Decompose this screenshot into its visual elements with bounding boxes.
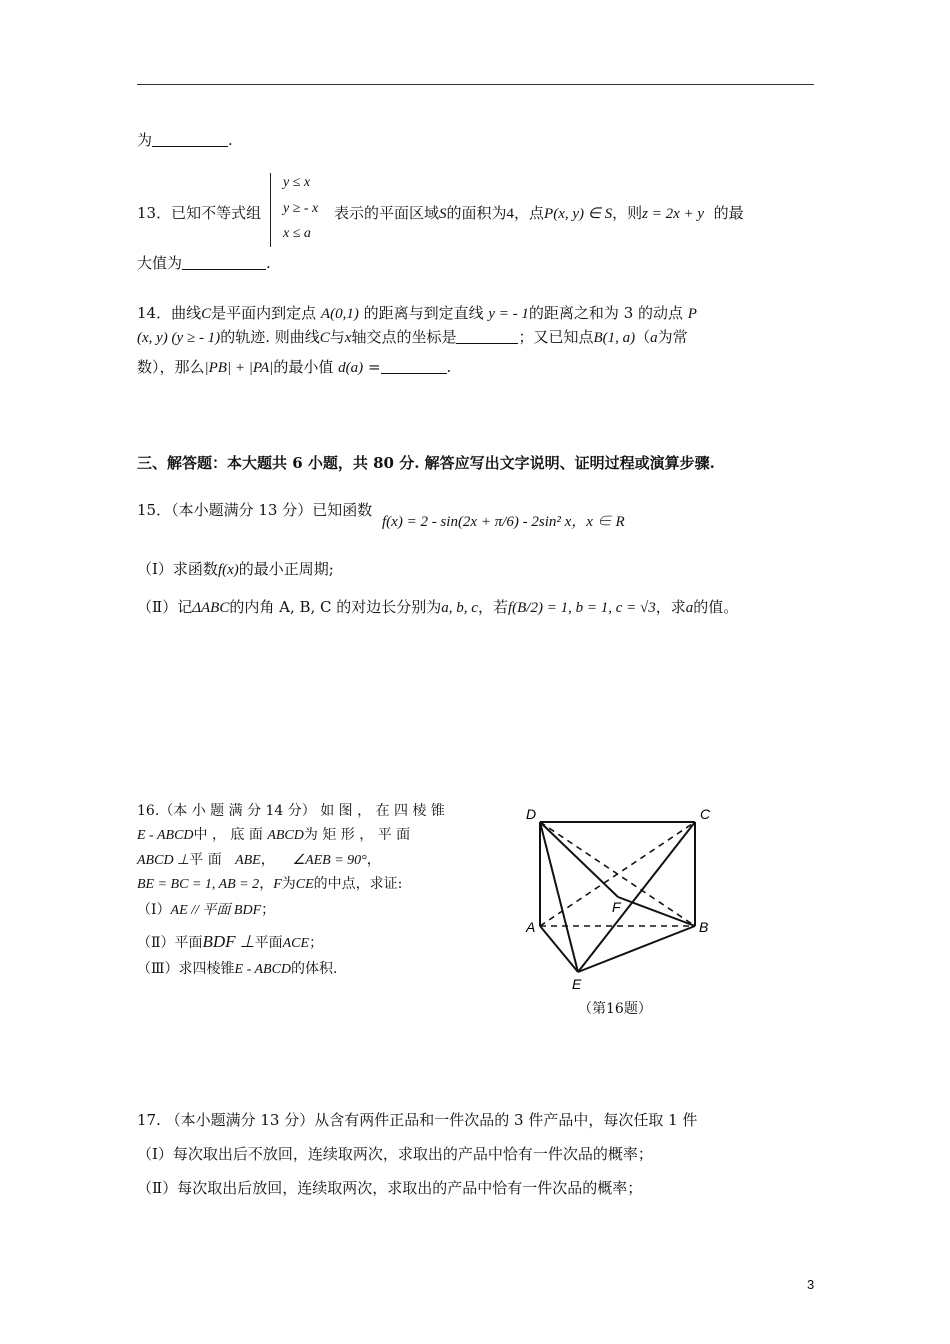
q14-xy: (x, y) (y ≥ - 1): [137, 330, 221, 346]
q16-text: （Ⅰ）: [137, 902, 171, 918]
q17-part2: （Ⅱ）每次取出后放回，连续取两次，求取出的产品中恰有一件次品的概率；: [137, 1179, 643, 1197]
q15-a: a: [685, 600, 694, 616]
q16-perp: ABCD ⊥: [137, 853, 190, 868]
q15-text: （Ⅱ）记: [137, 598, 193, 616]
ineq-1: y ≤ x: [283, 175, 311, 190]
q16-lengths: BE = BC = 1, AB = 2: [137, 877, 260, 892]
q16-text: ；: [261, 902, 276, 918]
q16-text: （Ⅲ）求四棱锥: [137, 961, 235, 977]
q14-text: 数），那么: [137, 358, 205, 376]
q16-text: 的体积.: [291, 961, 338, 977]
q14-B: B(1, a): [593, 330, 636, 346]
q14-line2: [137, 326, 688, 347]
q16-line1: 16.（本 小 题 满 分 14 分） 如 图 ， 在 四 棱 锥: [137, 803, 445, 819]
q15-part1: [137, 558, 334, 579]
q14-text: =: [367, 358, 381, 376]
q15-text: ，求: [655, 598, 686, 616]
label-F: F: [612, 899, 621, 915]
q13-mid: 表示的平面区域: [334, 204, 440, 222]
q16-CE: CE: [295, 877, 314, 892]
q14-text: ；又已知点: [518, 328, 594, 346]
ineq-3: x ≤ a: [283, 226, 311, 241]
figure-caption: （第16题）: [578, 1001, 652, 1017]
q14-C2: C: [319, 330, 330, 346]
q16-part2: [137, 932, 323, 952]
q15-domain: ，x ∈ R: [571, 514, 625, 530]
q14-text: （: [635, 328, 651, 346]
q13-tail: 的最: [713, 204, 744, 222]
q14-text: 的最小值: [273, 358, 334, 376]
q15-part2: [137, 596, 738, 617]
q14-text: 的距离之和为 3 的动点: [528, 304, 684, 322]
q16-text: 为 矩 形 ， 平 面: [303, 827, 411, 843]
q15-abc: a, b, c: [441, 600, 478, 616]
q16-part1: [137, 899, 275, 919]
q15-function: [382, 510, 625, 531]
q12-tail: [137, 129, 233, 150]
q15-title: [137, 499, 372, 520]
q16-line2: [137, 824, 410, 844]
header-rule: [137, 84, 814, 85]
q13-line2: [137, 252, 271, 273]
q14-text: 轴交点的坐标是: [351, 328, 457, 346]
q16-line4: [137, 873, 402, 893]
q13-line2-text: 大值为: [137, 254, 183, 272]
q13-mid4: ，则: [612, 204, 643, 222]
q14-C: C: [201, 306, 212, 322]
label-D: D: [526, 806, 537, 822]
pyramid-figure: [520, 800, 720, 1000]
answer-blank[interactable]: [182, 255, 266, 270]
q15-text: 的内角 A, B, C 的对边长分别为: [229, 598, 442, 616]
q16-F: F: [273, 877, 282, 892]
q16-BDF: BDF ⊥: [202, 932, 255, 951]
q14-line: y = - 1: [488, 306, 529, 322]
q15-condition: f(B/2) = 1, b = 1, c = √3: [507, 600, 656, 616]
q14-line3: [137, 356, 451, 377]
q15-func: f(x) = 2 - sin(2x + π/6) - 2sin² x: [382, 514, 572, 530]
q15-text: 的最小正周期;: [238, 560, 334, 578]
q15-text: 的值。: [693, 598, 739, 616]
q16-text: （Ⅱ）平面: [137, 935, 203, 951]
q16-text: 平 面: [189, 852, 222, 868]
q14-A: A(0,1): [320, 306, 359, 322]
q12-tail-text: 为: [137, 131, 153, 149]
q14-P: P: [687, 306, 697, 322]
q16-EABCD: E - ABCD: [137, 828, 194, 843]
q15-triangle: ΔABC: [192, 600, 230, 616]
q15-text: （Ⅰ）求函数: [137, 560, 218, 578]
q13-S: S: [439, 206, 447, 222]
q14-text: 14．曲线: [137, 304, 202, 322]
q15-text: ，若: [477, 598, 508, 616]
q14-end: .: [446, 358, 452, 376]
q16-text: 中 ， 底 面: [193, 827, 263, 843]
inequality-system: [270, 173, 331, 247]
q16-ABE: ABE: [235, 853, 261, 868]
q17-title: 17. （本小题满分 13 分）从含有两件正品和一件次品的 3 件产品中，每次任取 1 件: [137, 1111, 698, 1129]
q16-ACE: ACE: [282, 936, 310, 951]
section-heading: 三、解答题：本大题共 6 小题，共 80 分. 解答应写出文字说明、证明过程或演算步骤.: [137, 454, 715, 472]
label-E: E: [572, 976, 582, 992]
q15-title-text: 15．（本小题满分 13 分）已知函数: [137, 501, 373, 519]
q16-text: 的中点，求证:: [313, 876, 403, 892]
q14-d: d(a): [338, 360, 364, 376]
q14-text: 为常: [657, 328, 688, 346]
q13-number: [137, 202, 261, 223]
page-number: 3: [807, 1277, 815, 1292]
q16-line3: [137, 849, 381, 869]
q12-tail-end: .: [228, 131, 233, 149]
q13-four: 4: [506, 206, 515, 222]
q13-num-text: 13．已知不等式组: [137, 204, 262, 222]
label-C: C: [700, 806, 711, 822]
q16-ABCD: ABCD: [267, 828, 304, 843]
q14-text: 的距离与到定直线: [363, 304, 484, 322]
ineq-2: y ≥ - x: [283, 201, 319, 216]
q16-EABCD: E - ABCD: [234, 962, 292, 977]
q17-part1: （Ⅰ）每次取出后不放回，连续取两次，求取出的产品中恰有一件次品的概率；: [137, 1145, 653, 1163]
q15-fx: f(x): [217, 562, 239, 578]
q16-text: ，: [260, 852, 275, 868]
q16-angle: ∠AEB = 90°: [292, 853, 367, 868]
edge-DF: [540, 822, 618, 897]
q14-a: a: [650, 330, 658, 346]
label-B: B: [699, 919, 709, 935]
answer-blank[interactable]: [456, 329, 518, 344]
label-A: A: [526, 919, 536, 935]
q13-line1: [334, 202, 744, 223]
edge-FB: [618, 897, 695, 926]
answer-blank[interactable]: [152, 132, 228, 147]
q14-text: 是平面内到定点: [211, 304, 317, 322]
q14-abs: |PB| + |PA|: [204, 360, 274, 376]
q16-text: ，: [366, 852, 381, 868]
q14-line1: [137, 302, 697, 323]
q14-x: x: [344, 330, 352, 346]
q16-part3: [137, 958, 337, 978]
q16-text: ，: [259, 876, 274, 892]
q13-mid2: 的面积为: [446, 204, 507, 222]
q13-mid3: ，点: [514, 204, 545, 222]
q14-text: 与: [329, 328, 345, 346]
q16-AE-parallel: AE // 平面 BDF: [170, 903, 262, 918]
answer-blank[interactable]: [381, 359, 447, 374]
q16-text: 为: [281, 876, 296, 892]
q13-end: .: [266, 254, 271, 272]
q14-text: 的轨迹. 则曲线: [220, 328, 320, 346]
q16-text: ；: [309, 935, 324, 951]
q13-z: z = 2x + y: [642, 206, 705, 222]
q13-point: P(x, y) ∈ S: [544, 206, 613, 222]
q16-text: 平面: [254, 935, 283, 951]
